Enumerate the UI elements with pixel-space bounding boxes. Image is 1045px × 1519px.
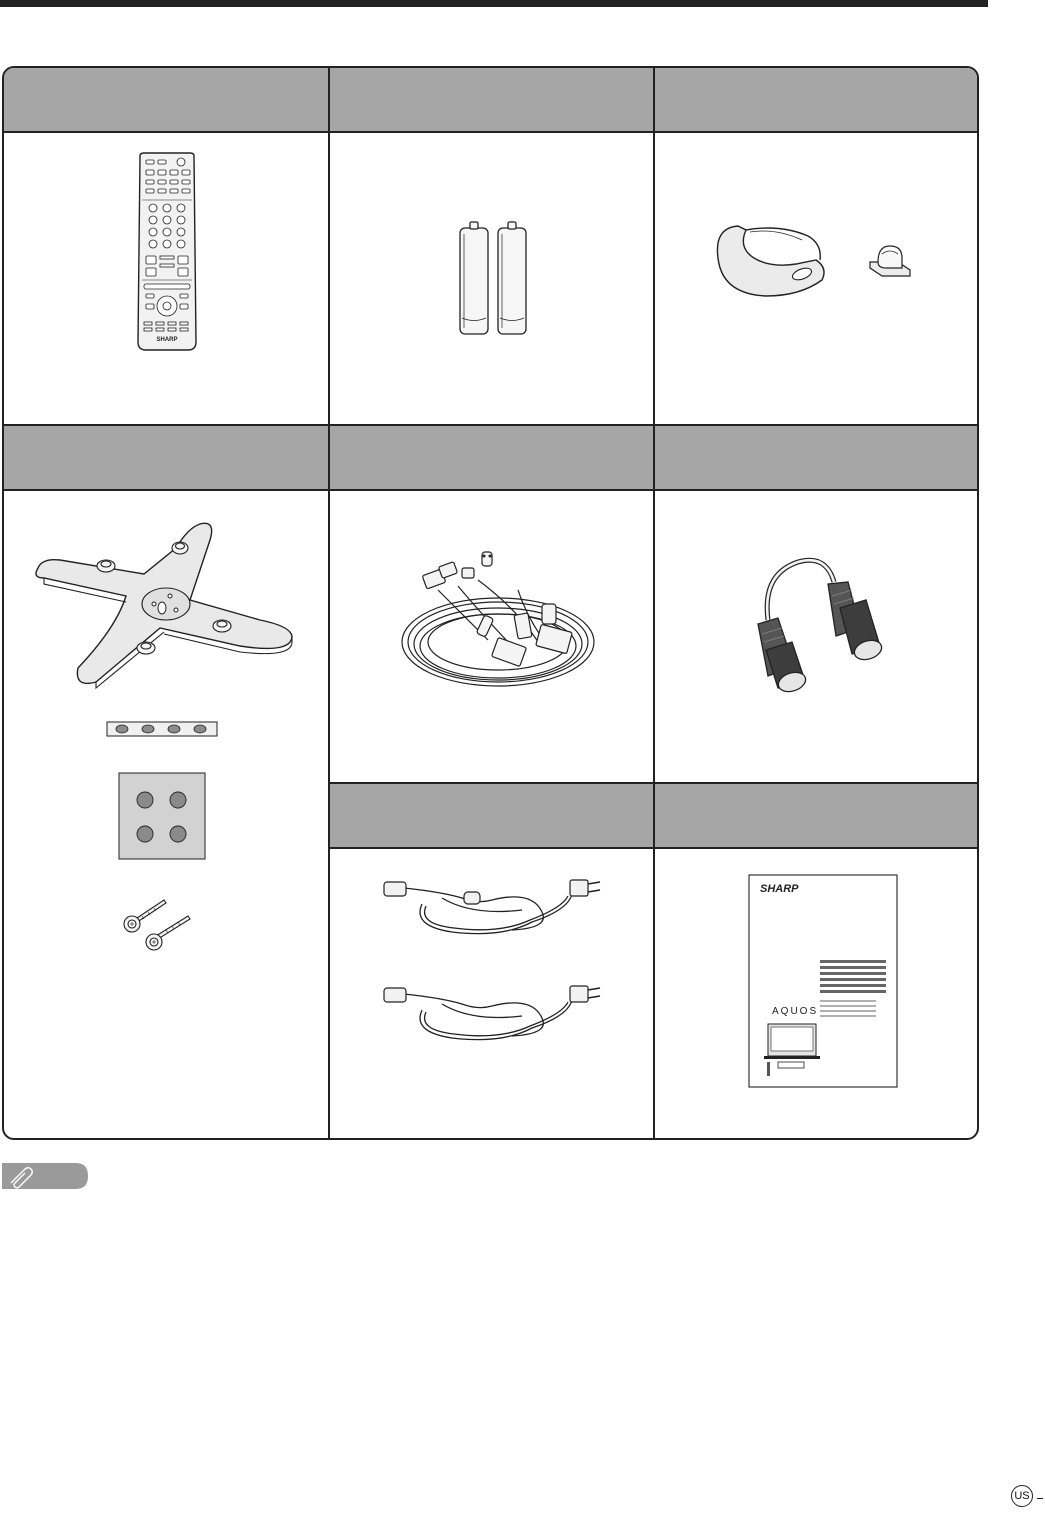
divider bbox=[653, 68, 655, 1140]
rubber-pad-strip-icon bbox=[106, 720, 220, 740]
note-tab bbox=[2, 1163, 88, 1189]
row2-header-band bbox=[4, 426, 977, 489]
adapter-icon bbox=[748, 554, 896, 694]
system-cable-icon bbox=[398, 550, 598, 696]
cushion-sheet-icon bbox=[118, 772, 208, 862]
remote-control-icon bbox=[136, 152, 198, 352]
aa-batteries-icon bbox=[452, 220, 536, 338]
divider bbox=[4, 489, 977, 491]
manual-brand-text: SHARP bbox=[760, 883, 799, 895]
operation-manual-icon bbox=[748, 874, 898, 1088]
cable-clamp-icon bbox=[710, 218, 940, 302]
divider bbox=[4, 131, 977, 133]
page-number-dash bbox=[1037, 1498, 1043, 1500]
ac-cord-icon bbox=[382, 982, 608, 1054]
divider bbox=[328, 68, 330, 1140]
screws-icon bbox=[120, 894, 204, 954]
stand-base-icon bbox=[30, 518, 300, 694]
accessories-table bbox=[2, 66, 979, 1140]
ac-cord-icon bbox=[382, 876, 608, 948]
remote-brand-text: SHARP bbox=[156, 337, 178, 343]
top-rule bbox=[0, 0, 988, 7]
divider bbox=[4, 424, 977, 426]
manual-product-text: AQUOS bbox=[772, 1006, 819, 1017]
row1-header-band bbox=[4, 68, 977, 131]
region-badge: US bbox=[1011, 1485, 1033, 1507]
